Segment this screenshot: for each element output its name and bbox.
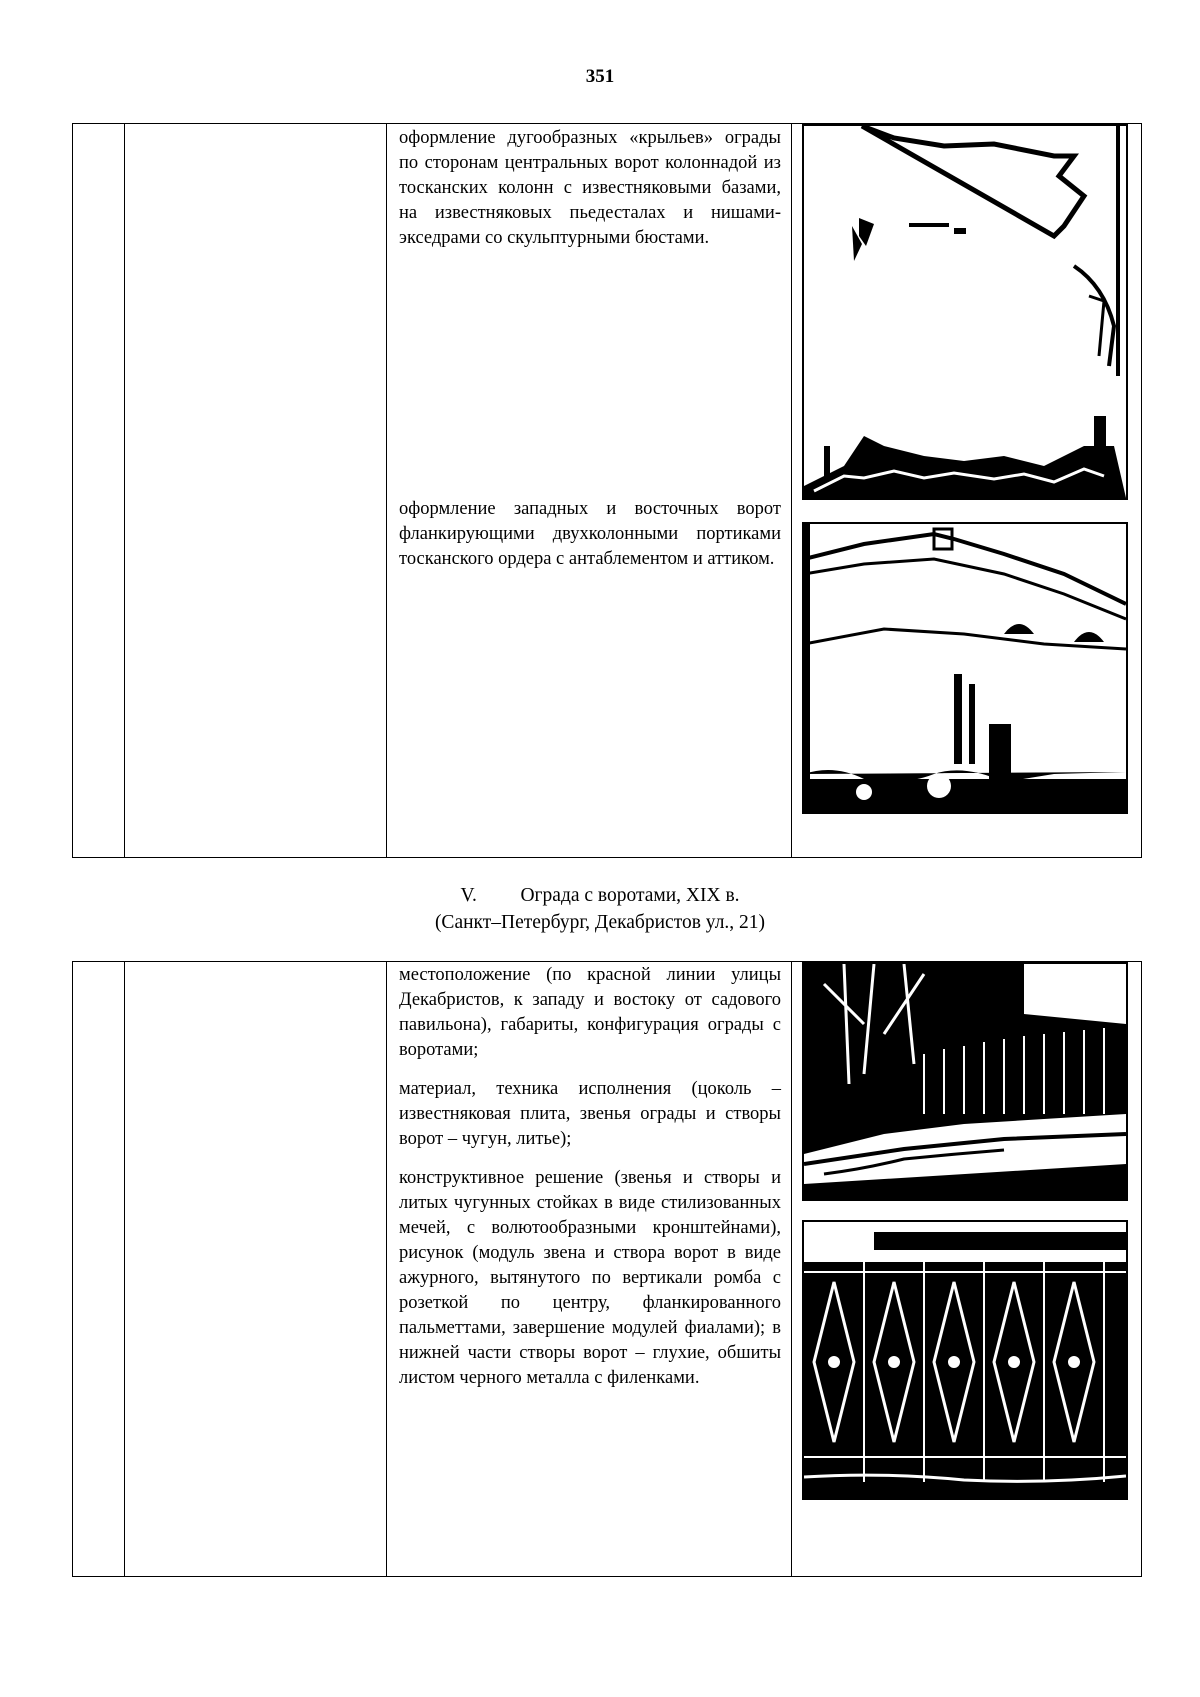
page-number: 351 — [585, 66, 615, 87]
object-table-1 — [72, 123, 1142, 858]
description-cell — [387, 124, 792, 858]
fence-street-photo — [802, 962, 1128, 1201]
number-cell — [73, 124, 125, 858]
table-row — [73, 124, 1142, 858]
description-paragraph: конструктивное решение (звенья и створы и литых чугунных стойках в виде стилизованных мечей, с волютообразными кронштейнами), рисунок (модуль звена и створа ворот в виде ажурного, вытянутого по вертикали ромба с розеткой по центру, фланкированного пальметтами, завершение модулей фиалами); в нижней части створы ворот – глухие, обшиты листом черного металла с филенками. — [399, 1168, 781, 1388]
description-paragraph: материал, техника исполнения (цоколь – известняковая плита, звенья ограды и створы ворот – чугун, литье); — [399, 1079, 781, 1149]
section-title: Ограда с воротами, XIX в. — [520, 885, 740, 906]
section-number: V. — [460, 885, 477, 906]
section-heading — [0, 882, 1200, 936]
table-row — [73, 962, 1142, 1577]
section-location: (Санкт–Петербург, Декабристов ул., 21) — [434, 912, 766, 933]
name-cell — [125, 962, 387, 1577]
name-cell — [125, 124, 387, 858]
fence-pattern-photo — [802, 1220, 1128, 1500]
gate-colonnade-photo — [802, 124, 1128, 500]
gate-portico-photo — [802, 522, 1128, 814]
section-title-line — [0, 882, 1200, 909]
number-cell — [73, 962, 125, 1577]
description-paragraph: местоположение (по красной линии улицы Декабристов, к западу и востоку от садового павильона), габариты, конфигурация ограды с воротами; — [399, 965, 781, 1060]
description-paragraph: оформление западных и восточных ворот фланкирующими двухколонными портиками тосканского ордера с антаблементом и аттиком. — [399, 499, 781, 569]
description-paragraph: оформление дугообразных «крыльев» ограды по сторонам центральных ворот колоннадой из тосканских колонн с известняковыми базами, на известняковых пьедесталах и нишами-экседрами со скульптурными бюстами. — [399, 128, 781, 248]
photo-cell — [792, 124, 1142, 858]
description-cell — [387, 962, 792, 1577]
object-table-2 — [72, 961, 1142, 1577]
photo-cell — [792, 962, 1142, 1577]
